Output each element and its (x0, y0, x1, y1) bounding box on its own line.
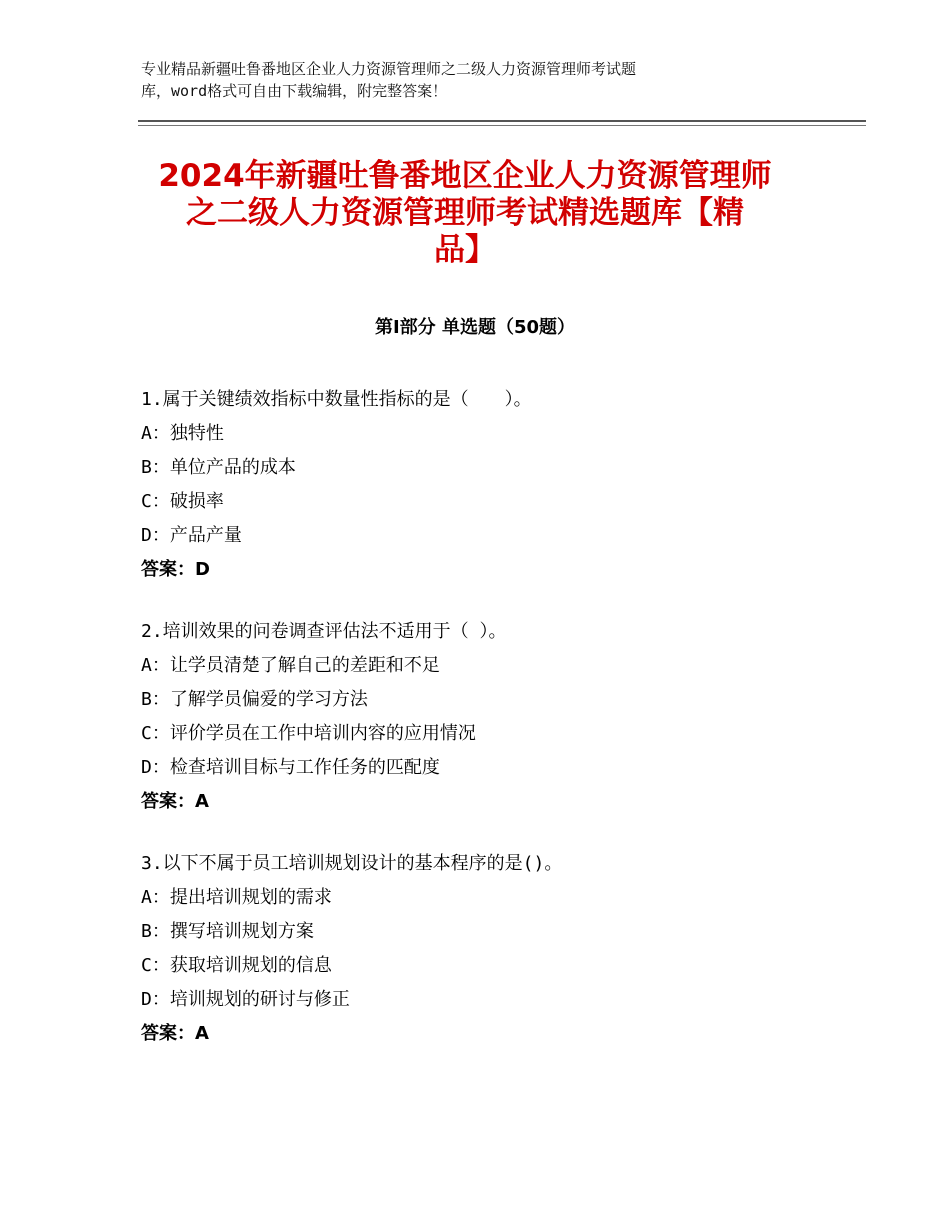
question-stem: 2.培训效果的问卷调查评估法不适用于（ ）。 (141, 621, 507, 642)
section-heading: 第Ⅰ部分 单选题（50题） (374, 317, 575, 338)
answer-key: 答案：A (141, 1023, 209, 1044)
option-b: B：了解学员偏爱的学习方法 (141, 689, 368, 710)
header-divider-thin (138, 125, 866, 126)
title-line-2: 之二级人力资源管理师考试精选题库【精 (186, 195, 744, 231)
header-divider-thick (138, 120, 866, 122)
option-d: D：培训规划的研讨与修正 (141, 989, 350, 1010)
option-b: B：单位产品的成本 (141, 457, 296, 478)
question-stem: 1.属于关键绩效指标中数量性指标的是（ ）。 (141, 389, 532, 410)
option-c: C：评价学员在工作中培训内容的应用情况 (141, 723, 476, 744)
question-2 (141, 615, 861, 819)
header-note (141, 58, 781, 102)
question-stem: 3.以下不属于员工培训规划设计的基本程序的是()。 (141, 853, 563, 874)
question-1 (141, 383, 861, 587)
option-a: A：独特性 (141, 423, 224, 444)
answer-key: 答案：D (141, 559, 210, 580)
option-b: B：撰写培训规划方案 (141, 921, 314, 942)
header-note-line-2: 库，word格式可自由下载编辑，附完整答案！ (141, 82, 448, 100)
option-a: A：提出培训规划的需求 (141, 887, 332, 908)
option-d: D：检查培训目标与工作任务的匹配度 (141, 757, 440, 778)
question-list (141, 383, 861, 1079)
option-a: A：让学员清楚了解自己的差距和不足 (141, 655, 440, 676)
question-3 (141, 847, 861, 1051)
answer-key: 答案：A (141, 791, 209, 812)
option-c: C：破损率 (141, 491, 224, 512)
option-c: C：获取培训规划的信息 (141, 955, 332, 976)
title-line-3: 品】 (434, 232, 496, 268)
header-note-line-1: 专业精品新疆吐鲁番地区企业人力资源管理师之二级人力资源管理师考试题 (141, 60, 637, 78)
document-title (120, 158, 810, 269)
option-d: D：产品产量 (141, 525, 242, 546)
title-line-1: 2024年新疆吐鲁番地区企业人力资源管理师 (158, 158, 772, 194)
